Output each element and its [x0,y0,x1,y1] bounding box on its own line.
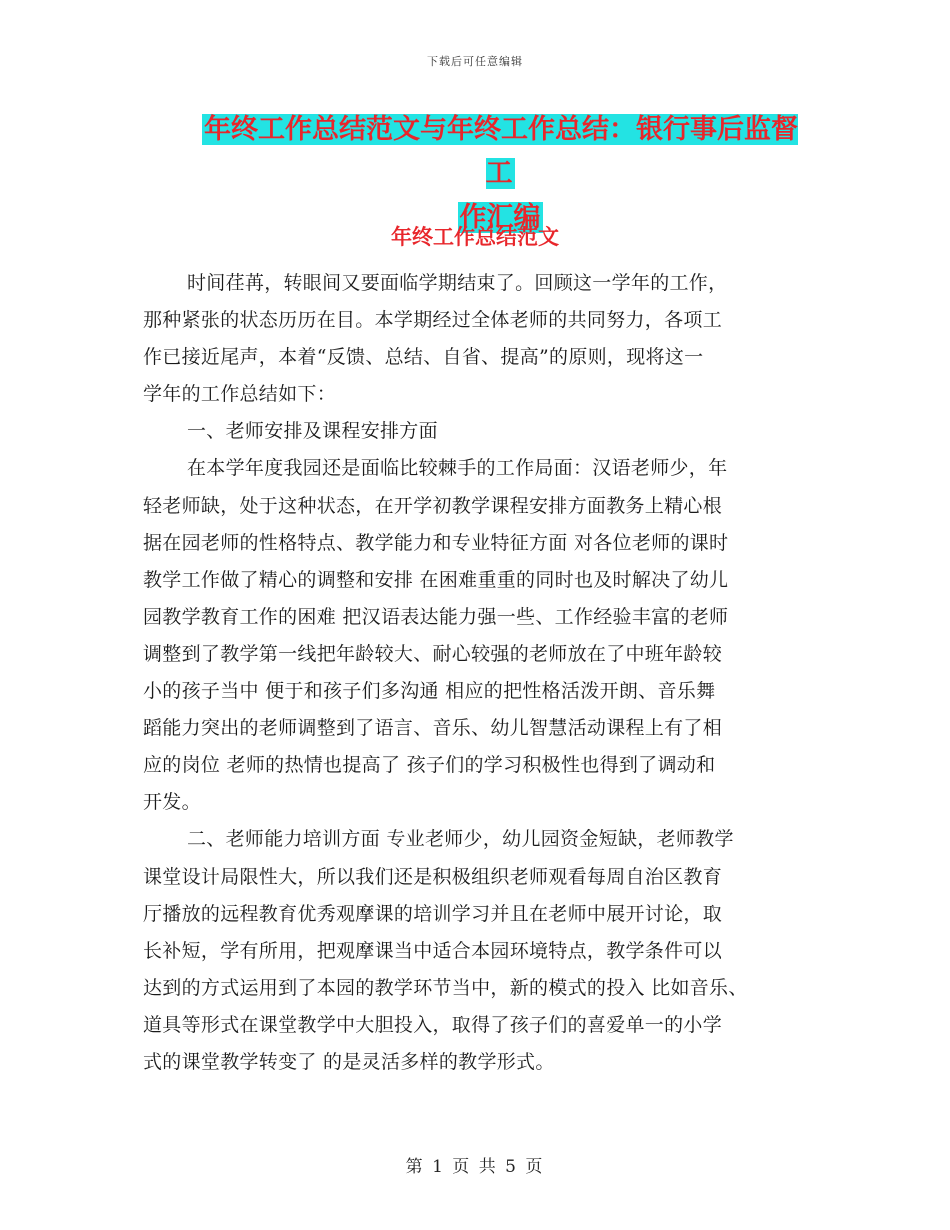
body-line: 课堂设计局限性大，所以我们还是积极组织老师观看每周自治区教育 [143,865,723,888]
document-title-text-1: 年终工作总结范文与年终工作总结：银行事后监督工 [204,114,798,189]
body-line: 长补短，学有所用，把观摩课当中适合本园环境特点，教学条件可以 [143,939,723,962]
section-heading: 年终工作总结范文 [391,225,559,249]
body-line: 式的课堂教学转变了 的是灵活多样的教学形式。 [143,1050,555,1073]
body-line: 在本学年度我园还是面临比较棘手的工作局面：汉语老师少，年 [187,457,728,480]
body-line: 一、老师安排及课程安排方面 [187,420,438,443]
body-text [143,265,823,1081]
page-footer: 第 1 页 共 5 页 [405,1157,545,1177]
body-line: 据在园老师的性格特点、教学能力和专业特征方面 对各位老师的课时 [143,531,729,554]
body-line: 调整到了教学第一线把年龄较大、耐心较强的老师放在了中班年龄较 [143,642,723,665]
body-line: 道具等形式在课堂教学中大胆投入，取得了孩子们的喜爱单一的小学 [143,1013,723,1036]
body-line: 开发。 [143,791,201,814]
body-line: 园教学教育工作的困难 把汉语表达能力强一些、工作经验丰富的老师 [143,605,729,628]
body-line: 蹈能力突出的老师调整到了语言、音乐、幼儿智慧活动课程上有了相 [143,717,723,740]
body-line: 时间荏苒，转眼间又要面临学期结束了。回顾这一学年的工作， [187,272,728,294]
body-line: 二、老师能力培训方面 专业老师少，幼儿园资金短缺，老师教学 [187,828,734,851]
body-line: 达到的方式运用到了本园的教学环节当中，新的模式的投入 比如音乐、 [143,976,748,999]
body-line: 小的孩子当中 便于和孩子们多沟通 相应的把性格活泼开朗、音乐舞 [143,680,716,703]
body-line: 教学工作做了精心的调整和安排 在困难重重的同时也及时解决了幼儿 [143,568,729,591]
body-line: 作已接近尾声，本着“反馈、总结、自省、提高”的原则，现将这一 [143,346,704,369]
body-line: 应的岗位 老师的热情也提高了 孩子们的学习积极性也得到了调动和 [143,754,716,777]
document-title-text-2: 作汇编 [459,202,541,233]
body-line: 那种紧张的状态历历在目。本学期经过全体老师的共同努力，各项工 [143,309,723,332]
page-header: 下载后可任意编辑 [427,55,523,68]
body-line: 厅播放的远程教育优秀观摩课的培训学习并且在老师中展开讨论，取 [143,902,723,925]
body-line: 轻老师缺，处于这种状态，在开学初教学课程安排方面教务上精心根 [143,494,723,517]
document-title-line-1 [190,108,810,196]
body-line: 学年的工作总结如下： [143,383,337,406]
